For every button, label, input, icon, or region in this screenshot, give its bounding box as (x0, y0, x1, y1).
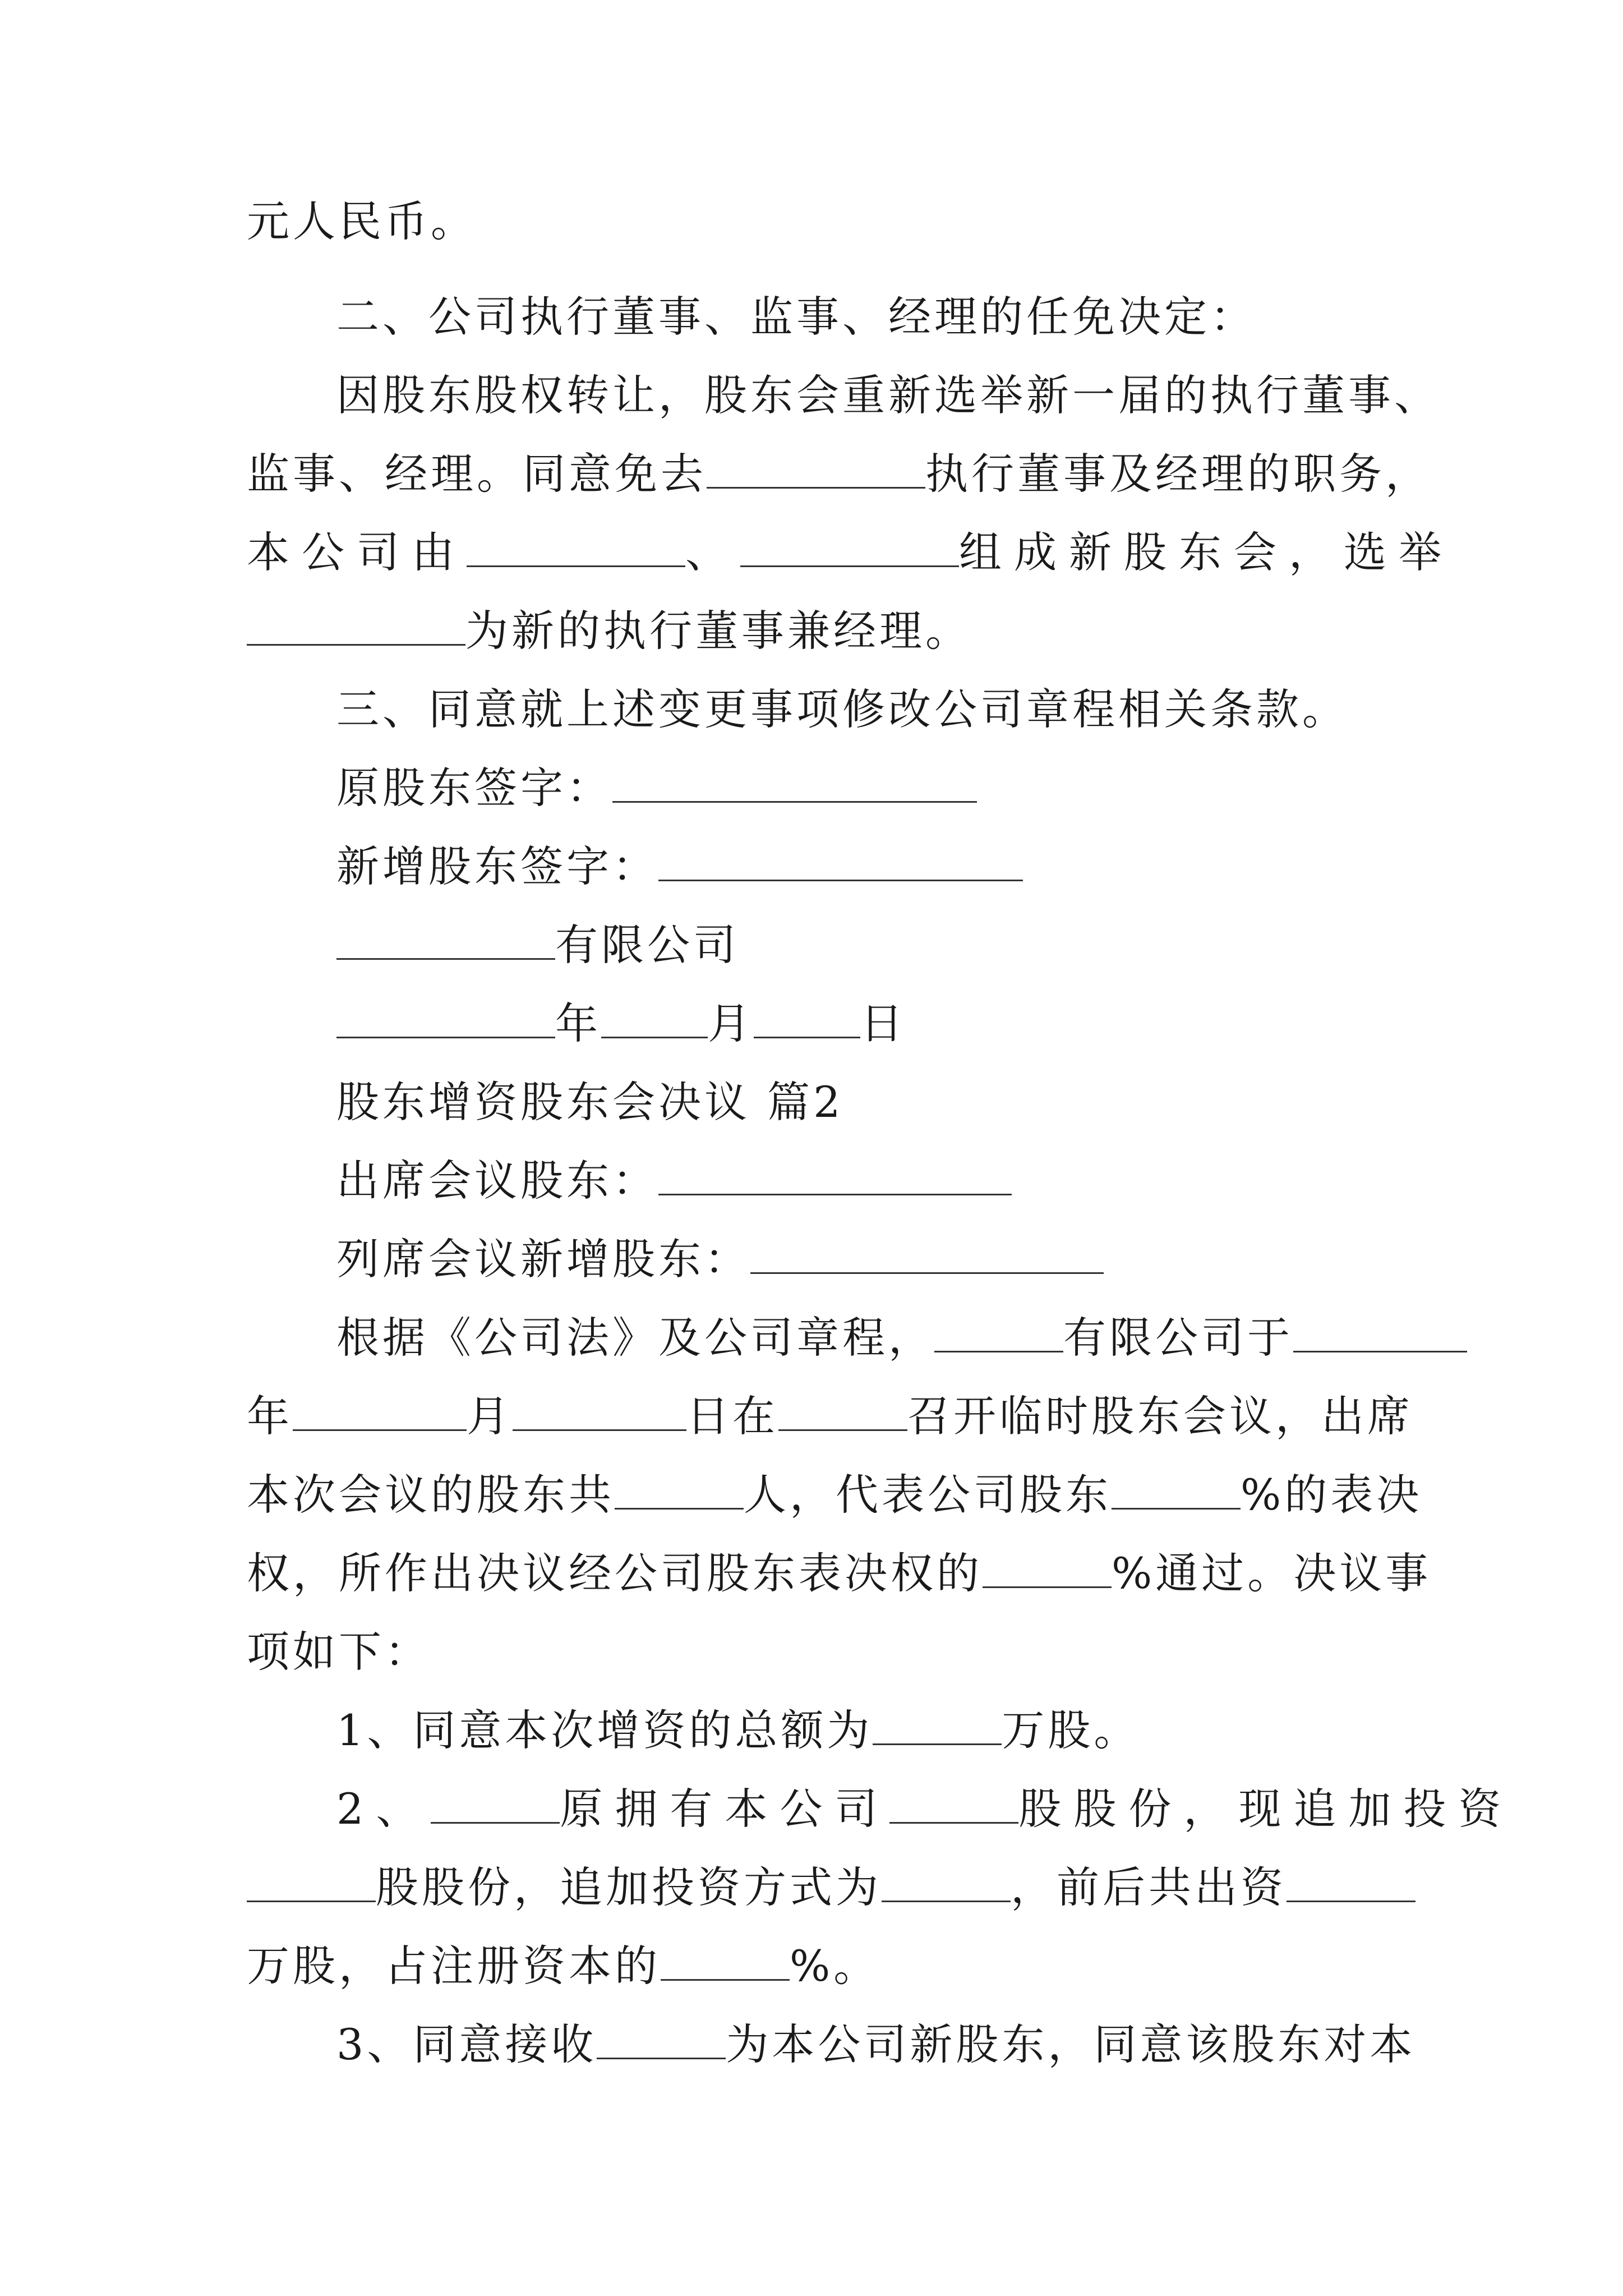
text: 人，代表公司股东 (744, 1470, 1112, 1520)
blank-field (882, 1861, 1011, 1902)
date-year: 年 (555, 999, 601, 1048)
blank-field (336, 919, 555, 960)
blank-field (1112, 1469, 1241, 1510)
text: 年 (247, 1391, 293, 1441)
text: 万股。 (1002, 1705, 1140, 1755)
text: 执行董事及经理的职务， (925, 449, 1431, 499)
text-line (336, 914, 739, 976)
text: 月 (467, 1391, 513, 1441)
text: 有限公司于 (1063, 1313, 1293, 1363)
signature-label: 新增股东签字： (336, 841, 658, 891)
text-line (336, 365, 1440, 426)
blank-field (601, 997, 708, 1038)
text-line (336, 2014, 1415, 2076)
section-heading: 三、同意就上述变更事项修改公司章程相关条款。 (336, 684, 1348, 734)
blank-field (336, 997, 555, 1038)
blank-field (661, 1940, 790, 1981)
text-line (336, 286, 1256, 348)
blank-field (1287, 1861, 1415, 1902)
text-line (247, 522, 1454, 583)
blank-field (597, 2018, 726, 2059)
text: 2、 (336, 1784, 431, 1834)
blank-field (247, 1861, 376, 1902)
blank-field (707, 448, 925, 489)
text-line (247, 443, 1431, 505)
text: %。 (790, 1941, 880, 1991)
text: 本公司由 (247, 527, 467, 577)
section-heading: 二、公司执行董事、监事、经理的任免决定： (336, 292, 1256, 342)
company-name-suffix: 有限公司 (555, 920, 739, 970)
blank-field (889, 1783, 1018, 1824)
signature-blank (612, 762, 977, 803)
text: 监事、经理。同意免去 (247, 449, 707, 499)
blank-field (873, 1704, 1002, 1745)
text-line (247, 191, 477, 252)
text: 原拥有本公司 (560, 1784, 890, 1834)
text: 本次会议的股东共 (247, 1470, 615, 1520)
text: 、 (685, 527, 740, 577)
text: 股股份，现追加投资 (1018, 1784, 1514, 1834)
text-line (247, 1464, 1422, 1526)
text-line (247, 1386, 1413, 1447)
text: 权，所作出决议经公司股东表决权的 (247, 1548, 983, 1598)
text: 为本公司新股东，同意该股东对本 (726, 2019, 1416, 2069)
field-label: 列席会议新增股东： (336, 1234, 750, 1284)
text: 万股，占注册资本的 (247, 1941, 661, 1991)
field-label: 出席会议股东： (336, 1156, 658, 1205)
text: 召开临时股东会议，出席 (907, 1391, 1413, 1441)
text-line (336, 757, 977, 819)
text: %通过。决议事 (1112, 1548, 1432, 1598)
text-line (336, 1307, 1467, 1369)
text-line (247, 1543, 1431, 1604)
text-line (336, 836, 1023, 898)
text-line (336, 1700, 1140, 1761)
text: 3、同意接收 (336, 2019, 597, 2069)
text: 因股东股权转让，股东会重新选举新一届的执行董事、 (336, 370, 1440, 420)
text-line (336, 1150, 1012, 1212)
blank-field (934, 1312, 1063, 1352)
signature-blank (658, 840, 1023, 881)
text: 组成新股东会，选举 (959, 527, 1454, 577)
blank-field (778, 1390, 907, 1431)
date-day: 日 (860, 999, 906, 1048)
blank-field (1293, 1312, 1467, 1352)
section-title: 股东增资股东会决议 篇2 (336, 1077, 844, 1127)
blank-field (513, 1390, 686, 1431)
blank-field (750, 1233, 1104, 1274)
text: 1、同意本次增资的总额为 (336, 1705, 873, 1755)
blank-field (247, 605, 465, 646)
blank-field (467, 526, 685, 567)
blank-field (293, 1390, 467, 1431)
text: 根据《公司法》及公司章程， (336, 1313, 934, 1363)
signature-label: 原股东签字： (336, 763, 612, 813)
blank-field (754, 997, 860, 1038)
text-line (336, 1228, 1104, 1290)
blank-field (658, 1154, 1012, 1195)
text-line (336, 993, 906, 1055)
blank-field (431, 1783, 560, 1824)
blank-field (740, 526, 959, 567)
text: 项如下： (247, 1627, 431, 1677)
text: 日在 (686, 1391, 778, 1441)
text: ，前后共出资 (1011, 1862, 1287, 1912)
blank-field (615, 1469, 744, 1510)
text-line (247, 1935, 879, 1997)
text: 元人民币。 (247, 196, 477, 246)
text-line (247, 600, 971, 662)
blank-field (983, 1547, 1112, 1588)
text: 为新的执行董事兼经理。 (465, 606, 971, 656)
text-line (336, 679, 1348, 740)
text-line (247, 1621, 431, 1683)
date-month: 月 (708, 999, 754, 1048)
text-line (247, 1857, 1415, 1918)
text-line (336, 1778, 1513, 1840)
text-line (336, 1071, 844, 1133)
text: %的表决 (1241, 1470, 1423, 1520)
text: 股股份，追加投资方式为 (376, 1862, 882, 1912)
